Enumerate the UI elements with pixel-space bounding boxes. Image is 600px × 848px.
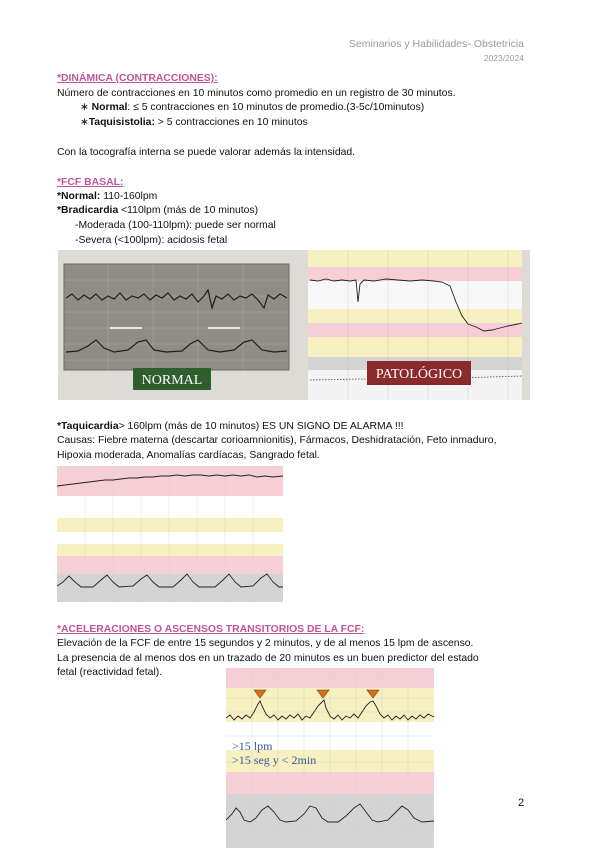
taquicardia-causas-2: Hipoxia moderada, Anomalías cardíacas, Sangrado fetal. <box>57 450 320 461</box>
taquicardia <box>57 420 404 434</box>
normal-text: : ≤ 5 contracciones en 10 minutos de promedio.(3-5c/10minutos) <box>127 102 425 113</box>
fcf-normal-label: *Normal: <box>57 191 101 202</box>
taquicardia-causas-1: Causas: Fiebre materna (descartar corioamnionitis), Fármacos, Deshidratación, Feto inmaduro, <box>57 435 497 446</box>
taquisistolia-text: > 5 contracciones en 10 minutos <box>154 117 308 128</box>
bradicardia-text: <110lpm (más de 10 minutos) <box>118 205 259 216</box>
page-number: 2 <box>518 797 525 809</box>
header-year: 2023/2024 <box>483 53 524 63</box>
bradicardia-label: *Bradicardia <box>57 205 119 216</box>
annotation-15-lpm: >15 lpm <box>232 739 273 753</box>
bullet: ∗ <box>80 117 89 128</box>
taquicardia-text: > 160lpm (más de 10 minutos) ES UN SIGNO DE ALARMA !!! <box>118 421 404 432</box>
dinamica-intro: Número de contracciones en 10 minutos como promedio en un registro de 30 minutos. <box>57 88 456 99</box>
normal-label: Normal <box>91 102 128 113</box>
aceleraciones-line-2: La presencia de al menos dos en un trazado de 20 minutos es un buen predictor del estado <box>57 653 479 664</box>
dinamica-normal-item <box>80 101 424 115</box>
dinamica-taquisistolia-item <box>80 116 308 130</box>
aceleraciones-ctg-figure <box>226 668 434 848</box>
taquisistolia-label: Taquisistolia: <box>88 117 155 128</box>
section-heading-aceleraciones: *ACELERACIONES O ASCENSOS TRANSITORIOS DE LA FCF: <box>57 624 365 635</box>
taquicardia-ctg-figure <box>57 466 283 602</box>
taquicardia-label: *Taquicardia <box>57 421 119 432</box>
dinamica-note: Con la tocografía interna se puede valorar además la intensidad. <box>57 147 356 158</box>
header-title: Seminarios y Habilidades- Obstetricia <box>348 38 524 50</box>
bradicardia-moderada: -Moderada (100-110lpm): puede ser normal <box>75 220 276 231</box>
bullet: ∗ <box>80 102 92 113</box>
normal-label: NORMAL <box>141 373 203 388</box>
section-heading-dinamica: *DINÁMICA (CONTRACCIONES): <box>57 73 218 84</box>
fcf-normal-text: 110-160lpm <box>100 191 158 202</box>
section-heading-fcf-basal: *FCF BASAL: <box>57 177 124 188</box>
taquicardia-ctg-image <box>57 466 283 602</box>
annotation-15-seg: >15 seg y < 2min <box>232 753 317 767</box>
bradicardia-severa: -Severa (<100lpm): acidosis fetal <box>75 235 228 246</box>
aceleraciones-ctg-image <box>226 668 434 848</box>
aceleraciones-line-3: fetal (reactividad fetal). <box>57 667 163 678</box>
aceleraciones-line-1: Elevación de la FCF de entre 15 segundos y 2 minutos, y de al menos 15 lpm de ascenso. <box>57 638 474 649</box>
fcf-bradicardia <box>57 204 258 218</box>
ctg-comparison-image <box>58 250 530 400</box>
pathologic-label: PATOLÓGICO <box>375 367 463 382</box>
fcf-normal <box>57 190 157 204</box>
ctg-comparison-figure <box>58 250 530 400</box>
